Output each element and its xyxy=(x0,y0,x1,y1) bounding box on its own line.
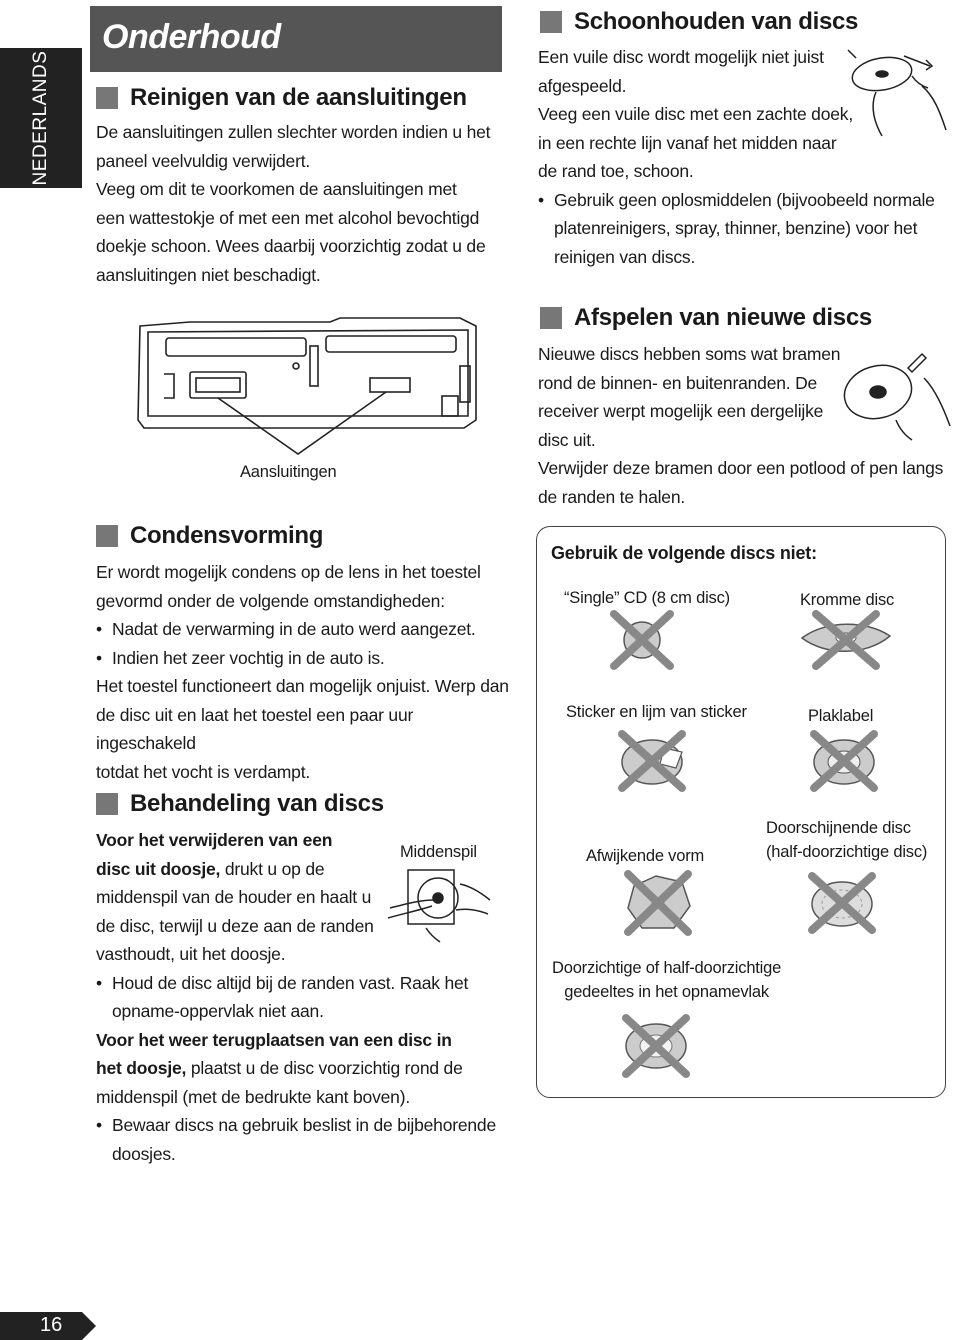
item-label-warped-disc: Kromme disc xyxy=(800,591,895,609)
heading-square-icon xyxy=(96,87,118,109)
bullet-item: • Indien het zeer vochtig in de auto is. xyxy=(96,644,516,673)
text-line: receiver werpt mogelijk een dergelijke xyxy=(538,401,824,421)
section-heading-cleaning xyxy=(540,8,858,36)
figure-label-spindle: Middenspil xyxy=(400,843,477,861)
page-number: 16 xyxy=(40,1314,63,1336)
text-line: disc uit. xyxy=(538,429,596,450)
text-line: opname-oppervlak niet aan. xyxy=(112,1001,324,1021)
text-line: totdat het vocht is verdampt. xyxy=(96,761,311,782)
text-line: gedeeltes in het opnamevlak xyxy=(564,983,769,1001)
item-label-transparent-areas xyxy=(552,956,781,1004)
text-line: de rand toe, schoon. xyxy=(538,161,694,181)
crossed-sticker-disc-icon xyxy=(610,730,694,792)
heading-square-icon xyxy=(96,525,118,547)
page-title: Onderhoud xyxy=(102,18,281,56)
text-line: De aansluitingen zullen slechter worden indien u het xyxy=(96,122,491,142)
heading-square-icon xyxy=(540,11,562,33)
bold-text: Voor het weer terugplaatsen van een disc in xyxy=(96,1029,452,1050)
text-line: de disc, terwijl u deze aan de randen xyxy=(96,915,374,936)
bullet-item: • Houd de disc altijd bij de randen vast. Raak het xyxy=(96,969,516,998)
heading-square-icon xyxy=(96,793,118,815)
figure-label-connections: Aansluitingen xyxy=(240,463,337,481)
text-line: Verwijder deze bramen door een potlood of pen langs xyxy=(538,458,944,478)
text-line: doosjes. xyxy=(112,1143,176,1164)
disc-deburring-illustration xyxy=(838,350,954,442)
text-line: de disc uit en laat het toestel een paar uur ingeschakeld xyxy=(96,704,414,753)
text-line: Veeg om dit te voorkomen de aansluitingen met xyxy=(96,179,457,199)
bullet-item: • Nadat de verwarming in de auto werd aangezet. xyxy=(96,615,516,644)
text-span: plaatst u de disc voorzichtig rond de xyxy=(186,1058,463,1078)
text-line: platenreinigers, spray, thinner, benzine) voor het xyxy=(554,218,918,238)
crossed-warped-disc-icon xyxy=(796,610,896,670)
condensation-text xyxy=(96,558,516,786)
section-heading-condensation xyxy=(96,522,323,550)
text-line: Het toestel functioneert dan mogelijk onjuist. Werp dan xyxy=(96,676,509,696)
text-line: in een rechte lijn vanaf het midden naar xyxy=(538,132,837,153)
language-tab xyxy=(0,48,82,188)
bold-text: Voor het verwijderen van een xyxy=(96,830,333,850)
text-line: Doorzichtige of half-doorzichtige xyxy=(552,959,782,977)
page-header xyxy=(90,6,502,72)
disc-wiping-illustration xyxy=(842,46,954,142)
text-line: reinigen van discs. xyxy=(554,246,696,267)
text-line: Veeg een vuile disc met een zachte doek, xyxy=(538,104,853,124)
bullet-item: • Gebruik geen oplosmiddelen (bijvoobeeld normale xyxy=(538,186,948,215)
connections-text xyxy=(96,118,516,289)
text-line: Een vuile disc wordt mogelijk niet juist xyxy=(538,47,824,67)
language-label: NEDERLANDS xyxy=(30,50,51,186)
crossed-label-disc-icon xyxy=(802,730,886,792)
section-heading-handling xyxy=(96,790,384,818)
panel-rear-illustration xyxy=(130,316,480,456)
text-line: Er wordt mogelijk condens op de lens in het toestel xyxy=(96,562,481,582)
text-line: de randen te halen. xyxy=(538,486,686,507)
text-line: rond de binnen- en buitenranden. De xyxy=(538,372,818,393)
bold-text: het doosje, xyxy=(96,1058,187,1078)
item-label-sticker: Sticker en lijm van sticker xyxy=(566,703,747,721)
section-title: Condensvorming xyxy=(130,522,324,549)
item-label-label: Plaklabel xyxy=(808,707,874,725)
box-title: Gebruik de volgende discs niet: xyxy=(551,543,817,563)
bullet-item: • Bewaar discs na gebruik beslist in de bijbehorende xyxy=(96,1111,516,1140)
text-line: paneel veelvuldig verwijdert. xyxy=(96,150,311,171)
text-line: (half-doorzichtige disc) xyxy=(766,843,928,861)
crossed-single-cd-icon xyxy=(604,610,680,670)
item-label-translucent xyxy=(766,816,927,864)
section-title: Reinigen van de aansluitingen xyxy=(130,84,467,111)
text-line: doekje schoon. Wees daarbij voorzichtig zodat u de xyxy=(96,236,486,256)
text-line: een wattestokje of met een met alcohol bevochtigd xyxy=(96,207,480,228)
text-line: gevormd onder de volgende omstandigheden: xyxy=(96,590,445,611)
bold-text: disc uit doosje, xyxy=(96,858,221,879)
crossed-transparent-area-disc-icon xyxy=(614,1012,698,1078)
crossed-odd-shape-disc-icon xyxy=(616,868,700,938)
section-title: Schoonhouden van discs xyxy=(574,8,859,35)
text-span: drukt u op de xyxy=(220,858,325,879)
text-line: middenspil van de houder en haalt u xyxy=(96,887,372,907)
page-number-tab xyxy=(0,1312,82,1340)
text-line: Nieuwe discs hebben soms wat bramen xyxy=(538,344,841,364)
section-heading-connections xyxy=(96,84,467,112)
text-line: vasthoudt, uit het doosje. xyxy=(96,944,286,964)
heading-square-icon xyxy=(540,307,562,329)
text-line: afgespeeld. xyxy=(538,75,627,96)
text-line: aansluitingen niet beschadigt. xyxy=(96,264,321,285)
item-label-odd-shape: Afwijkende vorm xyxy=(586,847,705,865)
section-title: Afspelen van nieuwe discs xyxy=(574,304,872,331)
crossed-translucent-disc-icon xyxy=(800,872,884,934)
text-line: middenspil (met de bedrukte kant boven). xyxy=(96,1086,410,1107)
section-title: Behandeling van discs xyxy=(130,790,384,817)
section-heading-new-discs xyxy=(540,304,872,332)
item-label-single-cd: “Single” CD (8 cm disc) xyxy=(564,589,730,607)
disc-case-spindle-illustration xyxy=(386,864,496,944)
text-line: Doorschijnende disc xyxy=(766,819,911,837)
